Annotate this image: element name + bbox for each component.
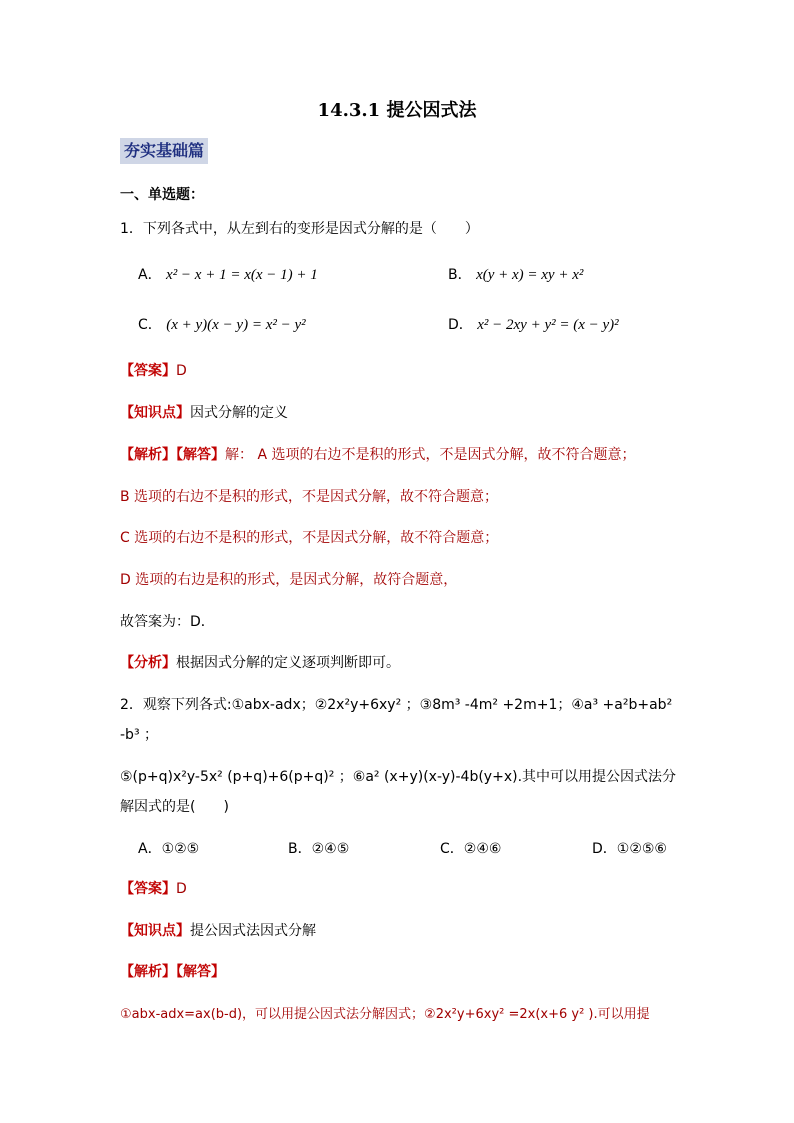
q1-option-d-expr: x² − 2xy + y² = (x − y)²: [477, 317, 619, 333]
q1-option-c-label: C．: [138, 317, 162, 333]
section-tag: 夯实基础篇: [120, 138, 208, 164]
part-heading: 一、单选题：: [120, 187, 204, 203]
q1-option-a-expr: x² − x + 1 = x(x − 1) + 1: [166, 267, 318, 283]
q1-answer: [120, 360, 187, 380]
q2-option-c: C．②④⑥: [440, 841, 502, 857]
q2-option-d: D．①②⑤⑥: [592, 841, 667, 857]
q1-option-c-expr: (x + y)(x − y) = x² − y²: [166, 317, 306, 333]
knowledge-tag: 【知识点】: [120, 923, 190, 939]
answer-tag: 【答案】: [120, 363, 176, 379]
q1-analysis: [120, 444, 635, 464]
analysis-intro: 解： A 选项的右边不是积的形式，不是因式分解，故不符合题意；: [225, 447, 636, 463]
q1-option-d: [448, 314, 619, 334]
q1-fenxi: [120, 652, 400, 672]
answer-value: D: [176, 363, 187, 379]
knowledge-value: 因式分解的定义: [190, 405, 288, 421]
analysis-tag: 【解析】【解答】: [120, 447, 225, 463]
q1-option-a: [138, 264, 318, 284]
q2-option-b: B．②④⑤: [288, 841, 350, 857]
q2-analysis: [120, 961, 225, 981]
q1-knowledge: [120, 402, 288, 422]
q1-conclusion: 故答案为：D．: [120, 614, 215, 630]
q1-option-b: [448, 264, 583, 284]
q1-analysis-c: C 选项的右边不是积的形式，不是因式分解，故不符合题意；: [120, 530, 499, 546]
q1-option-b-label: B．: [448, 267, 472, 283]
q2-stem-line1: 2．观察下列各式:①abx-adx；②2x²y+6xy² ；③8m³ -4m² +2m+1；④a³ +a²b+ab²: [120, 697, 673, 713]
q2-analysis-line: ①abx-adx=ax(b-d)，可以用提公因式法分解因式；②2x²y+6xy² =2x(x+6 y² ).可以用提: [120, 1007, 650, 1022]
page-title: 14.3.1 提公因式法: [317, 100, 477, 121]
q1-analysis-b: B 选项的右边不是积的形式，不是因式分解，故不符合题意；: [120, 489, 499, 505]
q1-stem: 1．下列各式中，从左到右的变形是因式分解的是（ ）: [120, 221, 479, 237]
q1-analysis-d: D 选项的右边是积的形式，是因式分解，故符合题意，: [120, 572, 458, 588]
q2-answer: [120, 878, 187, 898]
q1-option-a-label: A．: [138, 267, 162, 283]
q2-stem-line4: 解因式的是( ): [120, 799, 229, 815]
q2-knowledge: [120, 920, 316, 940]
answer-tag: 【答案】: [120, 881, 176, 897]
q1-option-c: [138, 314, 306, 334]
q2-stem-line3: ⑤(p+q)x²y-5x² (p+q)+6(p+q)² ；⑥a² (x+y)(x-y)-4b(y+x).其中可以用提公因式法分: [120, 769, 677, 785]
analysis-tag: 【解析】【解答】: [120, 964, 225, 980]
knowledge-tag: 【知识点】: [120, 405, 190, 421]
fenxi-value: 根据因式分解的定义逐项判断即可。: [176, 655, 400, 671]
q1-option-d-label: D．: [448, 317, 473, 333]
q2-stem-line2: -b³ ；: [120, 727, 159, 743]
answer-value: D: [176, 881, 187, 897]
q1-option-b-expr: x(y + x) = xy + x²: [476, 267, 584, 283]
knowledge-value: 提公因式法因式分解: [190, 923, 316, 939]
q2-option-a: A．①②⑤: [138, 841, 200, 857]
fenxi-tag: 【分析】: [120, 655, 176, 671]
